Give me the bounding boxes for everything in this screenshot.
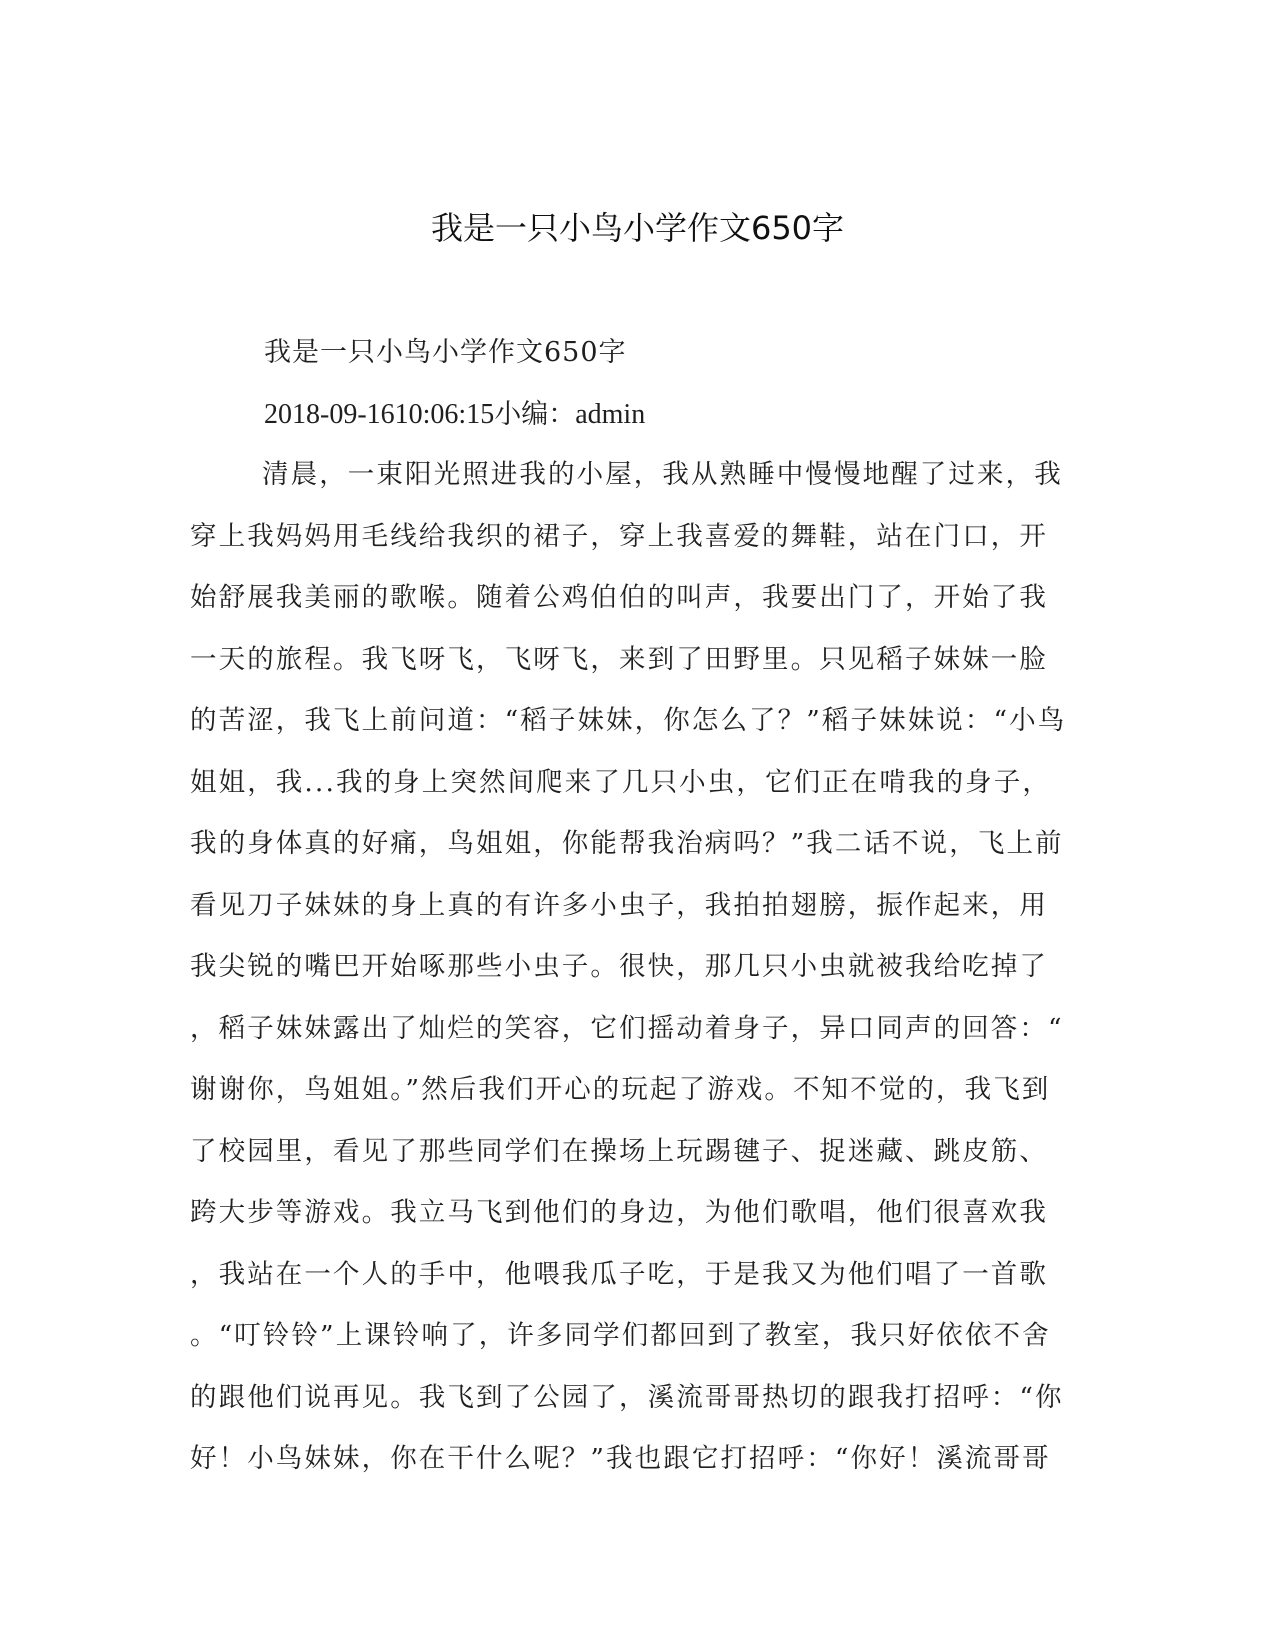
article-subtitle: 我是一只小鸟小学作文650字 [264, 337, 627, 368]
article-meta [190, 395, 1080, 435]
body-line: 的苦涩，我飞上前问道：“稻子妹妹，你怎么了？”稻子妹妹说：“小鸟 [190, 705, 1067, 736]
body-line: 跨大步等游戏。我立马飞到他们的身边，为他们歌唱，他们很喜欢我 [190, 1197, 1048, 1228]
body-line: 好！小鸟妹妹，你在干什么呢？”我也跟它打招呼：“你好！溪流哥哥 [190, 1443, 1051, 1474]
body-line: 我尖锐的嘴巴开始啄那些小虫子。很快，那几只小虫就被我给吃掉了 [190, 951, 1048, 982]
body-line: 谢谢你，鸟姐姐。”然后我们开心的玩起了游戏。不知不觉的，我飞到 [190, 1074, 1051, 1105]
document-title: 我是一只小鸟小学作文650字 [430, 209, 845, 247]
editor-label: 小编： [494, 399, 576, 430]
body-line: 看见刀子妹妹的身上真的有许多小虫子，我拍拍翅膀，振作起来，用 [190, 889, 1048, 921]
body-line: ，我站在一个人的手中，他喂我瓜子吃，于是我又为他们唱了一首歌 [190, 1258, 1048, 1290]
body-line: 一天的旅程。我飞呀飞，飞呀飞，来到了田野里。只见稻子妹妹一脸 [190, 643, 1048, 675]
body-line: 了校园里，看见了那些同学们在操场上玩踢毽子、捉迷藏、跳皮筋、 [190, 1135, 1048, 1167]
body-line: 。“叮铃铃”上课铃响了，许多同学们都回到了教室，我只好依依不舍 [190, 1320, 1051, 1351]
body-line: 姐姐，我...我的身上突然间爬来了几只小虫，它们正在啃我的身子， [190, 766, 1051, 798]
body-line: 的跟他们说再见。我飞到了公园了，溪流哥哥热切的跟我打招呼：“你 [190, 1381, 1064, 1413]
body-line: 始舒展我美丽的歌喉。随着公鸡伯伯的叫声，我要出门了，开始了我 [190, 582, 1048, 613]
article-body [190, 454, 1090, 1500]
body-line: ，稻子妹妹露出了灿烂的笑容，它们摇动着身子，异口同声的回答：“ [190, 1012, 1064, 1044]
body-line: 穿上我妈妈用毛线给我织的裙子，穿上我喜爱的舞鞋，站在门口，开 [190, 520, 1048, 552]
editor-name: admin [575, 399, 646, 430]
body-line: 清晨，一束阳光照进我的小屋，我从熟睡中慢慢地醒了过来，我 [262, 459, 1063, 490]
body-line: 我的身体真的好痛，鸟姐姐，你能帮我治病吗？”我二话不说，飞上前 [190, 828, 1064, 859]
publish-datetime: 2018-09-1610:06:15 [264, 399, 495, 430]
